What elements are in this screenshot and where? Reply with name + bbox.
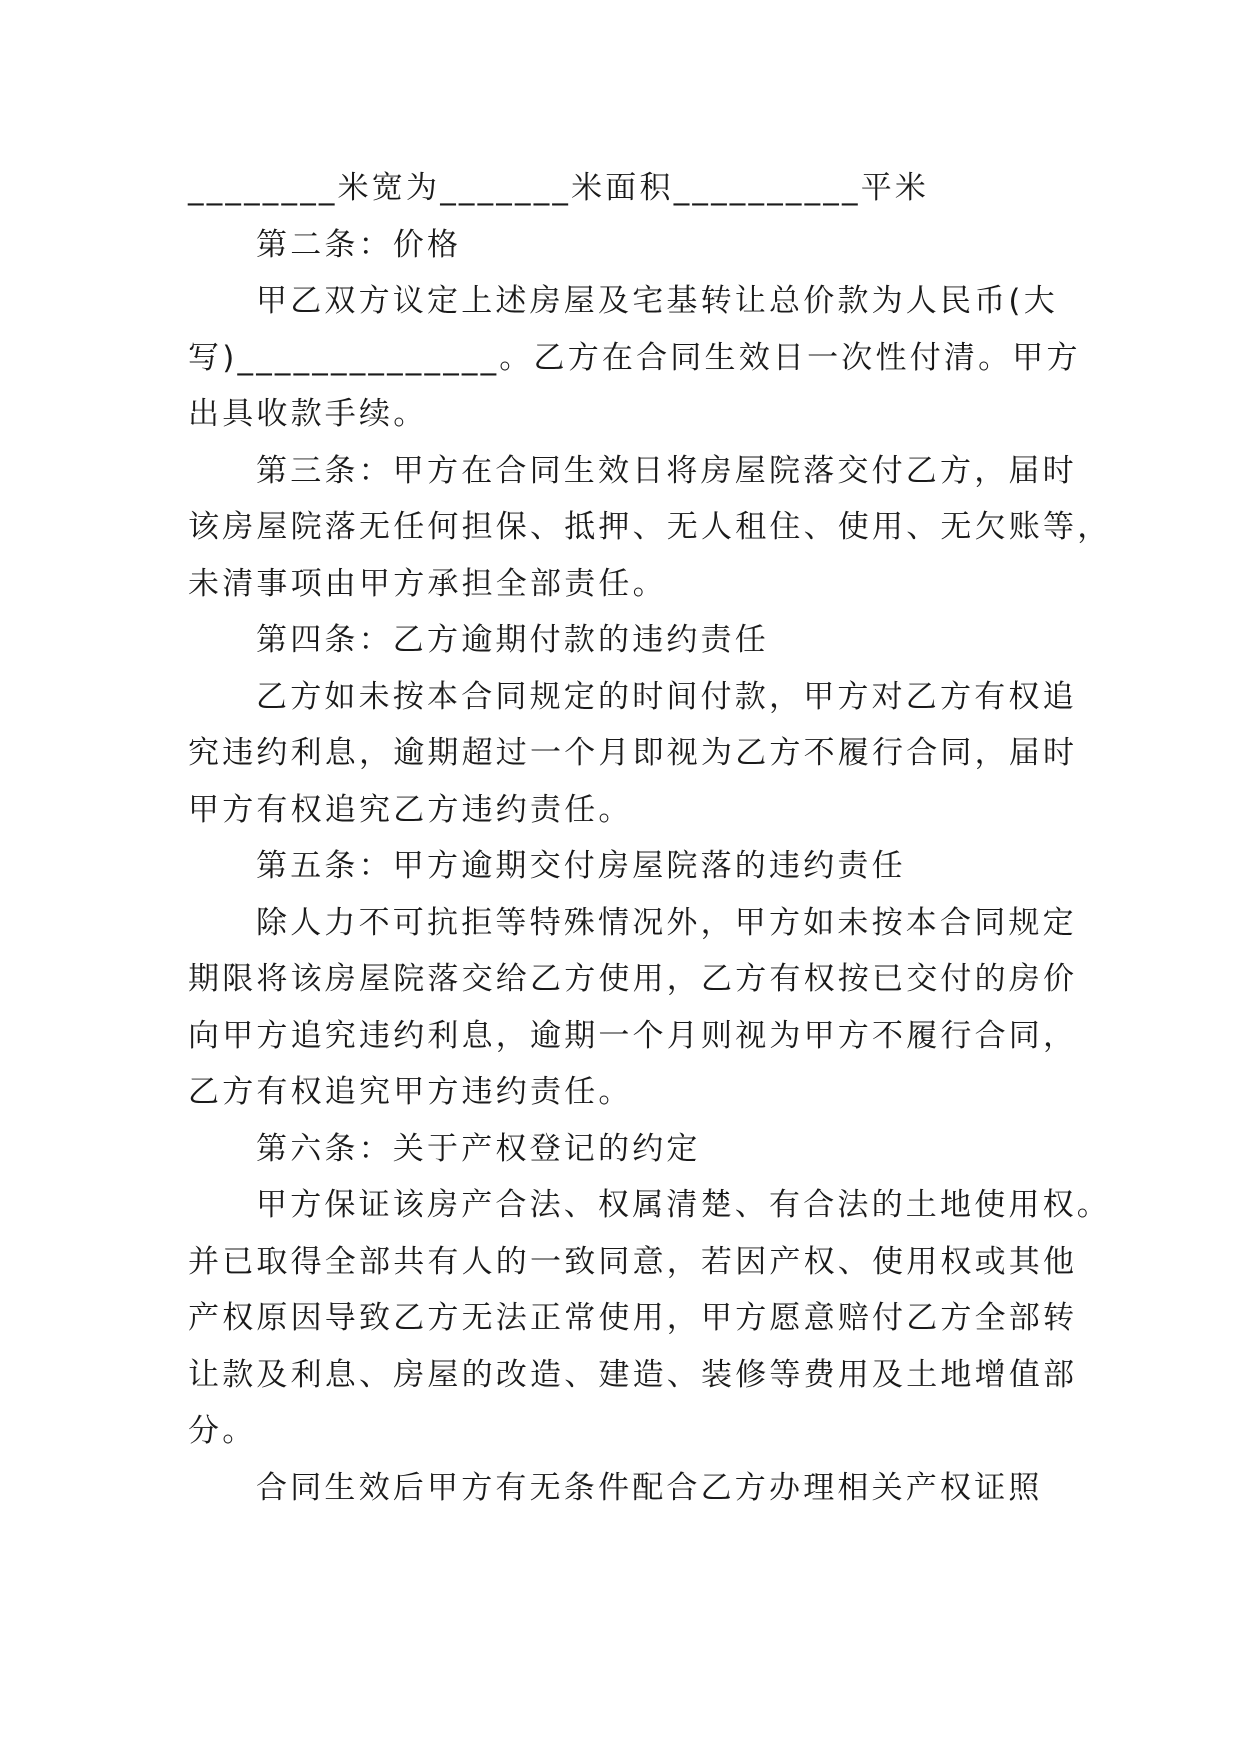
text-line: 向甲方追究违约利息，逾期一个月则视为甲方不履行合同， <box>188 1017 1078 1054</box>
section-heading-price: 第二条：价格 <box>256 226 462 263</box>
text-line: ________米宽为_______米面积__________平米 <box>188 170 930 206</box>
text-line: 分。 <box>188 1413 257 1449</box>
text-line: 合同生效后甲方有无条件配合乙方办理相关产权证照 <box>256 1469 1043 1506</box>
text-line: 甲方保证该房产合法、权属清楚、有合法的土地使用权。 <box>256 1187 1111 1223</box>
text-line: 究违约利息，逾期超过一个月即视为乙方不履行合同，届时 <box>188 735 1078 771</box>
text-line: 甲方有权追究乙方违约责任。 <box>188 791 633 828</box>
text-line: 出具收款手续。 <box>188 396 428 432</box>
text-line: 并已取得全部共有人的一致同意，若因产权、使用权或其他 <box>188 1243 1078 1280</box>
text-line: 该房屋院落无任何担保、抵押、无人租住、使用、无欠账等， <box>188 509 1112 545</box>
text-line: 期限将该房屋院落交给乙方使用，乙方有权按已交付的房价 <box>188 961 1078 997</box>
text-line: 未清事项由甲方承担全部责任。 <box>188 565 667 602</box>
text-line: 甲乙双方议定上述房屋及宅基转让总价款为人民币(大 <box>256 283 1058 319</box>
document-body <box>188 160 1112 1516</box>
text-line: 乙方有权追究甲方违约责任。 <box>188 1074 633 1110</box>
text-line: 除人力不可抗拒等特殊情况外，甲方如未按本合同规定 <box>256 904 1077 941</box>
text-line: 乙方如未按本合同规定的时间付款，甲方对乙方有权追 <box>256 678 1077 715</box>
section-heading-late-delivery: 第五条：甲方逾期交付房屋院落的违约责任 <box>256 848 906 884</box>
section-heading-delivery: 第三条：甲方在合同生效日将房屋院落交付乙方，届时 <box>256 452 1077 489</box>
text-line: 产权原因导致乙方无法正常使用，甲方愿意赔付乙方全部转 <box>188 1300 1078 1336</box>
text-line: 让款及利息、房屋的改造、建造、装修等费用及土地增值部 <box>188 1356 1078 1393</box>
text-line: 写)______________。乙方在合同生效日一次性付清。甲方 <box>188 339 1081 376</box>
section-heading-property-registration: 第六条：关于产权登记的约定 <box>256 1130 701 1167</box>
section-heading-late-payment: 第四条：乙方逾期付款的违约责任 <box>256 622 769 658</box>
